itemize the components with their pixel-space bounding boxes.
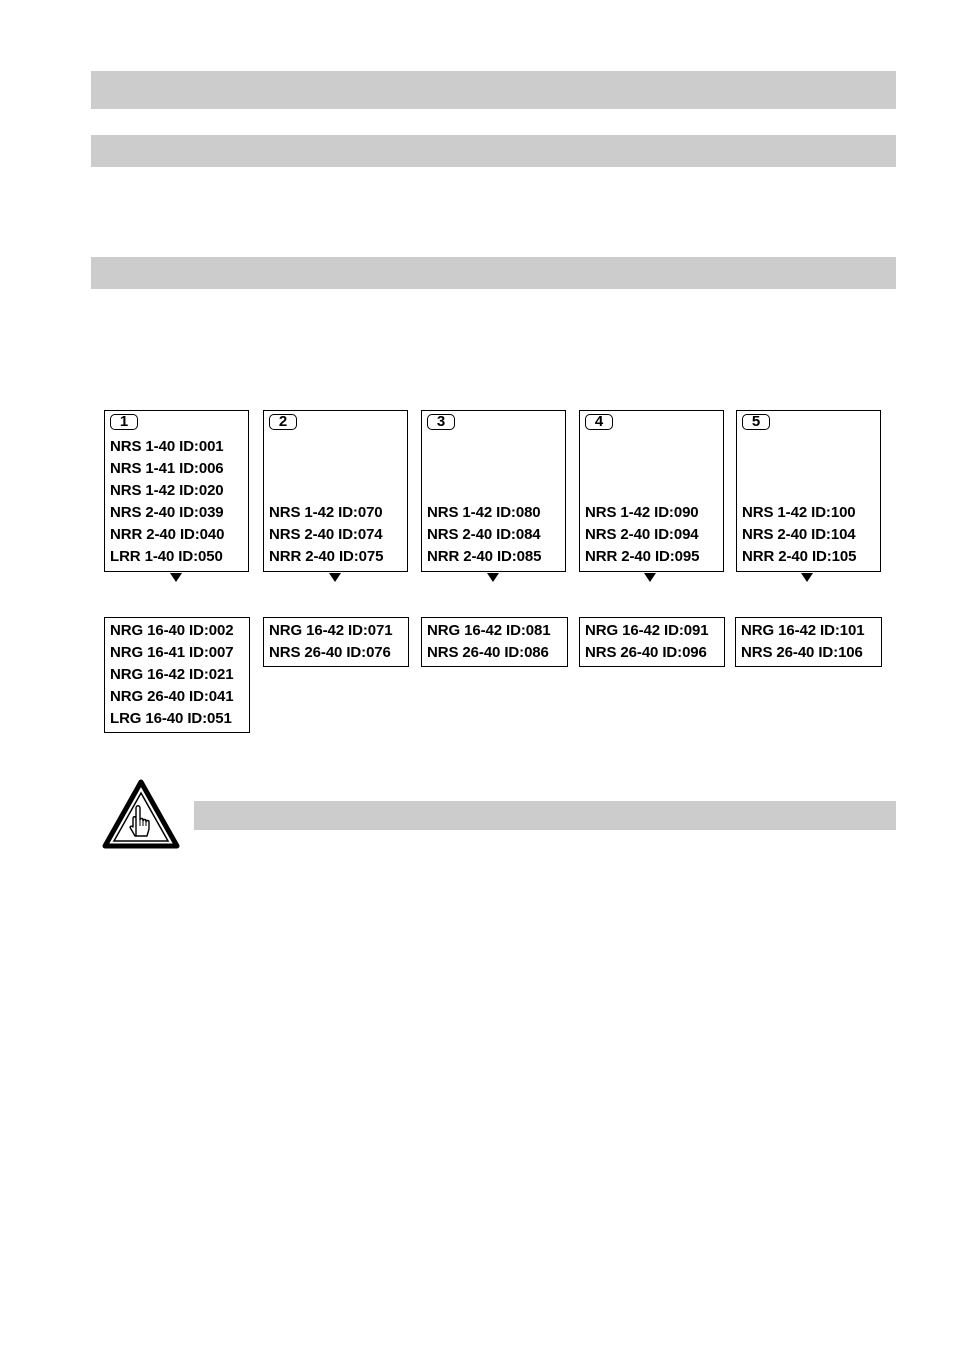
device-id-line: NRS 26-40 ID:086 xyxy=(427,644,549,661)
device-id-line: NRS 2-40 ID:039 xyxy=(110,504,224,521)
position-number-badge: 2 xyxy=(269,414,297,430)
device-id-line: NRR 2-40 ID:075 xyxy=(269,548,384,565)
device-id-line: NRS 1-42 ID:100 xyxy=(742,504,856,521)
device-id-line: NRS 2-40 ID:104 xyxy=(742,526,856,543)
switch-position-box-2 xyxy=(263,410,408,572)
device-id-line: NRG 16-42 ID:081 xyxy=(427,622,551,639)
paired-device-box-1 xyxy=(104,617,250,733)
section-header-bar xyxy=(91,135,896,167)
device-id-line: NRR 2-40 ID:105 xyxy=(742,548,857,565)
device-id-line: NRS 1-40 ID:001 xyxy=(110,438,224,455)
device-id-line: NRG 16-41 ID:007 xyxy=(110,644,234,661)
note-header-bar xyxy=(194,801,896,830)
paired-device-box-2 xyxy=(263,617,409,667)
device-id-line: NRS 26-40 ID:076 xyxy=(269,644,391,661)
device-id-line: NRS 26-40 ID:106 xyxy=(741,644,863,661)
device-id-line: NRS 26-40 ID:096 xyxy=(585,644,707,661)
switch-position-box-4 xyxy=(579,410,724,572)
device-id-line: NRS 1-42 ID:090 xyxy=(585,504,699,521)
down-arrow-icon xyxy=(170,573,182,582)
down-arrow-icon xyxy=(487,573,499,582)
switch-position-box-5 xyxy=(736,410,881,572)
position-number-badge: 5 xyxy=(742,414,770,430)
device-id-line: NRS 1-42 ID:070 xyxy=(269,504,383,521)
paired-device-box-4 xyxy=(579,617,725,667)
section-header-bar xyxy=(91,71,896,109)
device-id-line: NRS 2-40 ID:084 xyxy=(427,526,541,543)
device-id-line: NRG 16-40 ID:002 xyxy=(110,622,234,639)
device-id-line: LRR 1-40 ID:050 xyxy=(110,548,223,565)
device-id-line: NRR 2-40 ID:095 xyxy=(585,548,700,565)
device-id-line: LRG 16-40 ID:051 xyxy=(110,710,232,727)
device-id-line: NRG 26-40 ID:041 xyxy=(110,688,234,705)
position-number-badge: 4 xyxy=(585,414,613,430)
device-id-line: NRR 2-40 ID:085 xyxy=(427,548,542,565)
position-number-badge: 3 xyxy=(427,414,455,430)
position-number-badge: 1 xyxy=(110,414,138,430)
paired-device-box-3 xyxy=(421,617,568,667)
device-id-line: NRG 16-42 ID:101 xyxy=(741,622,865,639)
switch-position-box-3 xyxy=(421,410,566,572)
down-arrow-icon xyxy=(329,573,341,582)
device-id-line: NRR 2-40 ID:040 xyxy=(110,526,225,543)
device-id-line: NRG 16-42 ID:091 xyxy=(585,622,709,639)
paired-device-box-5 xyxy=(735,617,882,667)
device-id-line: NRS 1-41 ID:006 xyxy=(110,460,224,477)
section-header-bar xyxy=(91,257,896,289)
device-id-line: NRS 1-42 ID:080 xyxy=(427,504,541,521)
device-id-line: NRS 2-40 ID:074 xyxy=(269,526,383,543)
down-arrow-icon xyxy=(801,573,813,582)
down-arrow-icon xyxy=(644,573,656,582)
warning-hand-icon xyxy=(102,779,180,849)
device-id-line: NRG 16-42 ID:021 xyxy=(110,666,234,683)
device-id-line: NRS 2-40 ID:094 xyxy=(585,526,699,543)
switch-position-box-1 xyxy=(104,410,249,572)
device-id-line: NRS 1-42 ID:020 xyxy=(110,482,224,499)
device-id-line: NRG 16-42 ID:071 xyxy=(269,622,393,639)
